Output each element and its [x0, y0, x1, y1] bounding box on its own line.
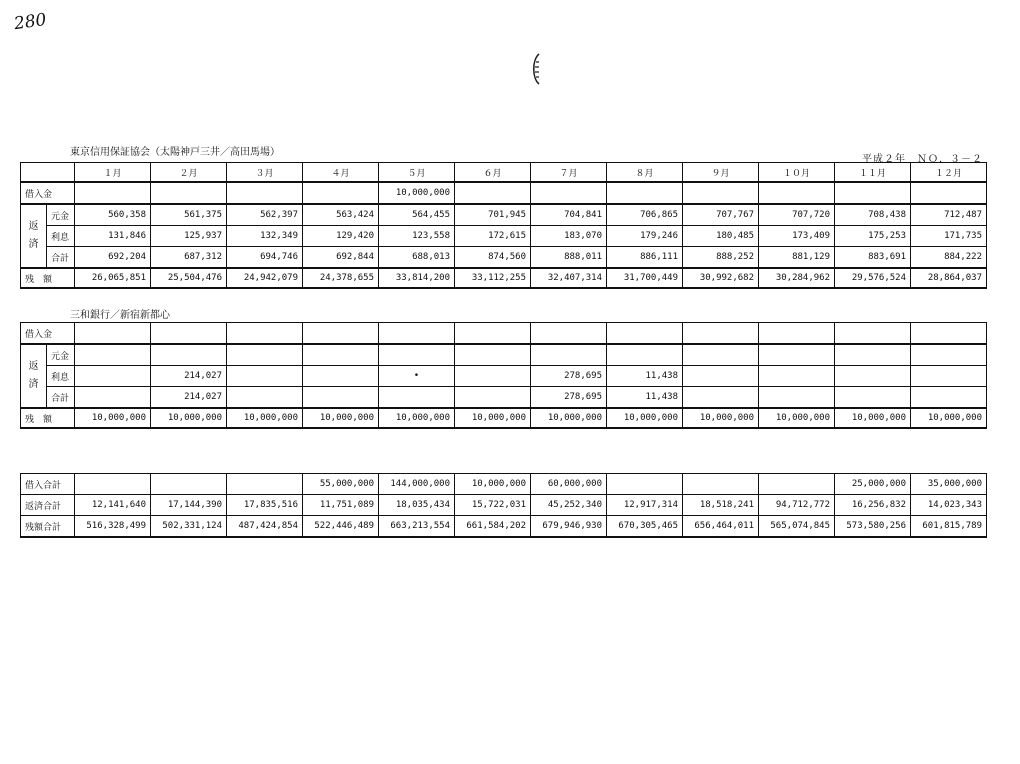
cell	[75, 323, 151, 345]
row-label: 借入合計	[21, 474, 75, 495]
cell	[455, 182, 531, 204]
cell: 214,027	[151, 387, 227, 409]
cell	[911, 366, 987, 387]
cell	[531, 323, 607, 345]
cell: 28,864,037	[911, 268, 987, 288]
cell: 886,111	[607, 247, 683, 269]
cell: 663,213,554	[379, 516, 455, 538]
month-header: ９月	[683, 163, 759, 183]
cell: 11,438	[607, 366, 683, 387]
cell	[75, 366, 151, 387]
table2-title: 三和銀行／新宿新都心	[70, 310, 170, 321]
cell	[455, 366, 531, 387]
interest-row	[21, 226, 987, 247]
row-label: 借入金	[21, 182, 75, 204]
cell	[303, 366, 379, 387]
cell	[227, 344, 303, 366]
cell	[911, 387, 987, 409]
cell: 15,722,031	[455, 495, 531, 516]
principal-row	[21, 344, 987, 366]
cell: 704,841	[531, 204, 607, 226]
cell: 516,328,499	[75, 516, 151, 538]
cell: 694,746	[227, 247, 303, 269]
row-label: 返済合計	[21, 495, 75, 516]
cell: 563,424	[303, 204, 379, 226]
cell: 883,691	[835, 247, 911, 269]
cell: 16,256,832	[835, 495, 911, 516]
cell: 25,000,000	[835, 474, 911, 495]
cell: 10,000,000	[303, 408, 379, 428]
cell: 561,375	[151, 204, 227, 226]
cell: 17,835,516	[227, 495, 303, 516]
subtotal-row	[21, 387, 987, 409]
balance-row	[21, 408, 987, 428]
cell	[683, 344, 759, 366]
cell: 10,000,000	[379, 182, 455, 204]
cell: 175,253	[835, 226, 911, 247]
cell: 55,000,000	[303, 474, 379, 495]
cell	[75, 344, 151, 366]
cell: 35,000,000	[911, 474, 987, 495]
cell: 565,074,845	[759, 516, 835, 538]
cell	[683, 182, 759, 204]
cell: 502,331,124	[151, 516, 227, 538]
repayment-label: 返済	[28, 221, 39, 250]
month-header: １月	[75, 163, 151, 183]
cell: •	[379, 366, 455, 387]
cell	[835, 323, 911, 345]
cell	[607, 344, 683, 366]
cell	[911, 344, 987, 366]
cell	[911, 182, 987, 204]
page-number-handwritten: 280	[12, 9, 48, 35]
cell: 31,700,449	[607, 268, 683, 288]
principal-row	[21, 204, 987, 226]
cell: 129,420	[303, 226, 379, 247]
cell: 10,000,000	[379, 408, 455, 428]
row-label: 合計	[47, 387, 75, 409]
cell	[759, 366, 835, 387]
cell	[151, 323, 227, 345]
row-label: 合計	[47, 247, 75, 269]
cell	[835, 366, 911, 387]
cell	[151, 344, 227, 366]
cell: 171,735	[911, 226, 987, 247]
cell: 884,222	[911, 247, 987, 269]
table2-sanwa-bank	[20, 322, 987, 429]
cell: 692,844	[303, 247, 379, 269]
cell: 712,487	[911, 204, 987, 226]
cell	[379, 387, 455, 409]
cell: 562,397	[227, 204, 303, 226]
cell: 131,846	[75, 226, 151, 247]
cell: 692,204	[75, 247, 151, 269]
cell: 26,065,851	[75, 268, 151, 288]
table1-guarantee-association	[20, 162, 987, 289]
cell: 11,438	[607, 387, 683, 409]
repayment-group-label	[21, 344, 47, 408]
cell: 11,751,089	[303, 495, 379, 516]
cell	[75, 474, 151, 495]
cell: 10,000,000	[911, 408, 987, 428]
binder-hole-mark	[530, 52, 542, 86]
cell	[531, 182, 607, 204]
month-header: ２月	[151, 163, 227, 183]
cell: 707,720	[759, 204, 835, 226]
cell	[607, 474, 683, 495]
row-label: 元金	[47, 344, 75, 366]
cell	[227, 323, 303, 345]
row-label: 利息	[47, 366, 75, 387]
table1-title: 東京信用保証協会（太陽神戸三井／高田馬場）	[70, 147, 280, 158]
cell: 24,378,655	[303, 268, 379, 288]
cell: 10,000,000	[75, 408, 151, 428]
cell	[379, 323, 455, 345]
month-header: １０月	[759, 163, 835, 183]
month-header: ７月	[531, 163, 607, 183]
cell: 10,000,000	[227, 408, 303, 428]
cell: 14,023,343	[911, 495, 987, 516]
cell: 18,518,241	[683, 495, 759, 516]
cell	[151, 474, 227, 495]
cell: 10,000,000	[683, 408, 759, 428]
cell	[531, 344, 607, 366]
cell	[835, 182, 911, 204]
month-header: １２月	[911, 163, 987, 183]
subtotal-row	[21, 247, 987, 269]
cell: 144,000,000	[379, 474, 455, 495]
cell	[455, 323, 531, 345]
cell	[759, 323, 835, 345]
cell: 278,695	[531, 366, 607, 387]
cell	[303, 387, 379, 409]
cell: 10,000,000	[151, 408, 227, 428]
row-label: 元金	[47, 204, 75, 226]
cell: 180,485	[683, 226, 759, 247]
row-label: 残額合計	[21, 516, 75, 538]
corner-cell	[21, 163, 75, 183]
cell	[683, 474, 759, 495]
cell	[303, 323, 379, 345]
row-label: 残 額	[21, 268, 75, 288]
cell	[607, 323, 683, 345]
cell	[303, 182, 379, 204]
cell: 125,937	[151, 226, 227, 247]
cell	[835, 387, 911, 409]
cell	[683, 323, 759, 345]
cell: 564,455	[379, 204, 455, 226]
cell: 60,000,000	[531, 474, 607, 495]
cell: 874,560	[455, 247, 531, 269]
cell	[75, 182, 151, 204]
borrow-total-row	[21, 474, 987, 495]
cell: 45,252,340	[531, 495, 607, 516]
cell	[227, 387, 303, 409]
cell: 10,000,000	[759, 408, 835, 428]
cell: 18,035,434	[379, 495, 455, 516]
cell: 25,504,476	[151, 268, 227, 288]
cell	[151, 182, 227, 204]
cell: 12,917,314	[607, 495, 683, 516]
cell: 10,000,000	[455, 474, 531, 495]
cell: 173,409	[759, 226, 835, 247]
cell: 179,246	[607, 226, 683, 247]
cell	[303, 344, 379, 366]
row-label: 利息	[47, 226, 75, 247]
cell: 888,011	[531, 247, 607, 269]
cell: 17,144,390	[151, 495, 227, 516]
month-header-row	[21, 163, 987, 183]
month-header: １１月	[835, 163, 911, 183]
cell	[227, 366, 303, 387]
month-header: ６月	[455, 163, 531, 183]
cell: 10,000,000	[835, 408, 911, 428]
cell: 487,424,854	[227, 516, 303, 538]
cell: 183,070	[531, 226, 607, 247]
interest-row	[21, 366, 987, 387]
cell	[227, 182, 303, 204]
cell: 278,695	[531, 387, 607, 409]
cell	[227, 474, 303, 495]
repayment-label: 返済	[28, 361, 39, 390]
cell: 30,284,962	[759, 268, 835, 288]
cell: 708,438	[835, 204, 911, 226]
cell: 123,558	[379, 226, 455, 247]
cell	[683, 387, 759, 409]
cell: 30,992,682	[683, 268, 759, 288]
cell: 670,305,465	[607, 516, 683, 538]
cell: 706,865	[607, 204, 683, 226]
table3-grand-totals	[20, 473, 987, 538]
cell: 573,580,256	[835, 516, 911, 538]
month-header: ３月	[227, 163, 303, 183]
cell: 560,358	[75, 204, 151, 226]
cell	[759, 344, 835, 366]
row-label: 借入金	[21, 323, 75, 345]
cell: 881,129	[759, 247, 835, 269]
cell: 12,141,640	[75, 495, 151, 516]
cell: 701,945	[455, 204, 531, 226]
cell: 601,815,789	[911, 516, 987, 538]
month-header: ４月	[303, 163, 379, 183]
cell: 33,814,200	[379, 268, 455, 288]
cell	[911, 323, 987, 345]
row-label: 残 額	[21, 408, 75, 428]
month-header: ５月	[379, 163, 455, 183]
cell: 688,013	[379, 247, 455, 269]
cell: 33,112,255	[455, 268, 531, 288]
cell: 656,464,011	[683, 516, 759, 538]
page-reference: 平成２年 ＮＯ．３－２	[862, 154, 983, 165]
cell: 888,252	[683, 247, 759, 269]
cell	[759, 182, 835, 204]
cell	[759, 474, 835, 495]
cell: 10,000,000	[531, 408, 607, 428]
month-header: ８月	[607, 163, 683, 183]
cell: 10,000,000	[607, 408, 683, 428]
cell: 132,349	[227, 226, 303, 247]
cell: 172,615	[455, 226, 531, 247]
cell	[759, 387, 835, 409]
cell	[683, 366, 759, 387]
cell: 32,407,314	[531, 268, 607, 288]
cell	[835, 344, 911, 366]
cell: 24,942,079	[227, 268, 303, 288]
cell	[75, 387, 151, 409]
balance-total-row	[21, 516, 987, 538]
cell: 94,712,772	[759, 495, 835, 516]
balance-row	[21, 268, 987, 288]
cell: 679,946,930	[531, 516, 607, 538]
cell: 214,027	[151, 366, 227, 387]
cell: 707,767	[683, 204, 759, 226]
cell: 687,312	[151, 247, 227, 269]
cell: 10,000,000	[455, 408, 531, 428]
cell: 661,584,202	[455, 516, 531, 538]
cell	[607, 182, 683, 204]
cell	[455, 387, 531, 409]
repayment-group-label	[21, 204, 47, 268]
borrow-row	[21, 323, 987, 345]
cell	[455, 344, 531, 366]
repay-total-row	[21, 495, 987, 516]
cell: 29,576,524	[835, 268, 911, 288]
borrow-row	[21, 182, 987, 204]
cell	[379, 344, 455, 366]
cell: 522,446,489	[303, 516, 379, 538]
